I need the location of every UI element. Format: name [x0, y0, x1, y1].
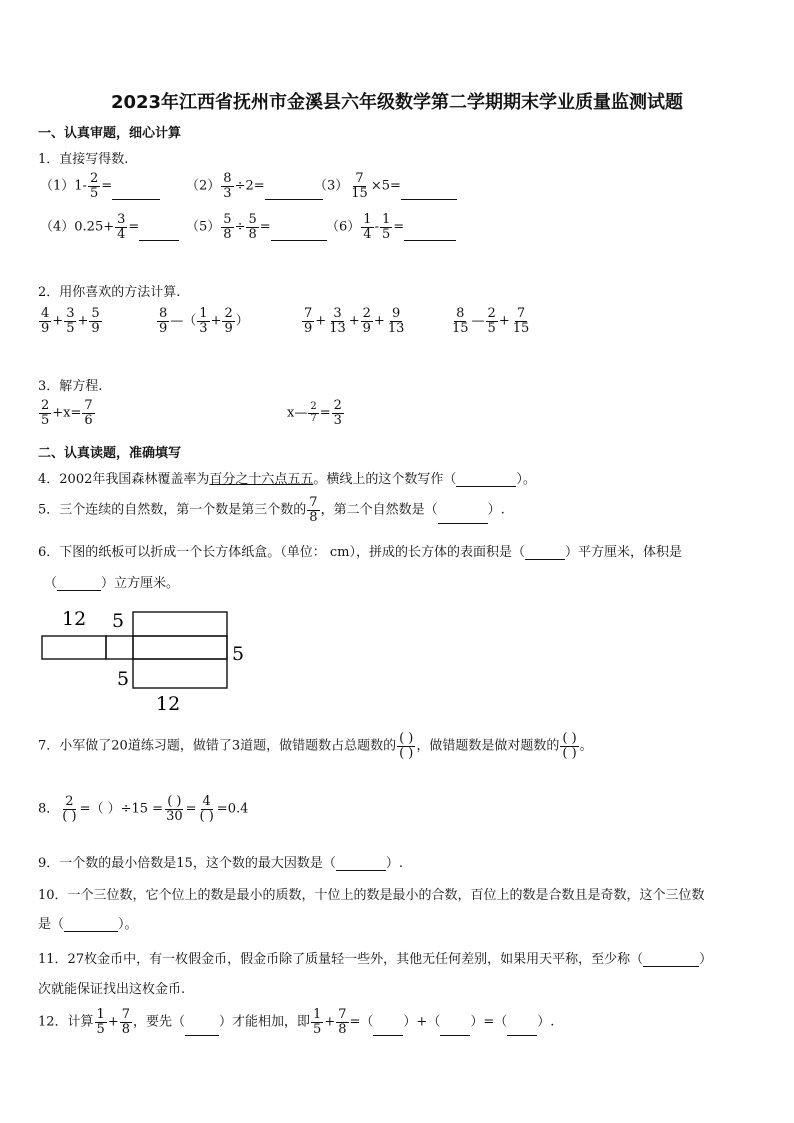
question-11-line-1: 11．27枚金币中，有一枚假金币，假金币除了质量轻一些外，其他无任何差别，如果用天平称，至少称（ ） — [38, 952, 713, 967]
q1-item-6: （6） $\frac{1}{4}$ - $\frac{1}{5}$ = — [326, 213, 456, 241]
figure-label-5-top: 5 — [112, 610, 125, 632]
q2-expr-4: $\frac{8}{15}$ — $\frac{2}{5}$ + $\frac{7}{15}$ — [452, 306, 530, 336]
question-3-label: 3．解方程. — [38, 379, 103, 394]
q1-item-4: （4）0.25+ $\frac{3}{4}$ = — [40, 213, 179, 241]
question-6-line-1: 6．下图的纸板可以折成一个长方体纸盒。（单位： cm），拼成的长方体的表面积是（ ）平方厘米，体积是 — [38, 545, 683, 560]
figure-label-5-bottom: 5 — [117, 668, 130, 690]
question-4: 4．2002年我国森林覆盖率为百分之十六点五五。横线上的这个数写作（ ）。 — [38, 472, 536, 487]
question-5: 5．三个连续的自然数，第一个数是第三个数的 $\frac{7}{8}$ ，第二个自然数是（ ）. — [38, 495, 505, 525]
page-title: 2023年江西省抚州市金溪县六年级数学第二学期期末学业质量监测试题 — [110, 92, 684, 113]
q3-equation-2: x— $\frac{2}{7}$ = $\frac{2}{3}$ — [287, 398, 342, 428]
q3-equation-1: $\frac{2}{5}$ +x= $\frac{7}{6}$ — [41, 398, 93, 428]
question-2-label: 2．用你喜欢的方法计算. — [38, 285, 181, 300]
question-1-label: 1．直接写得数. — [38, 152, 129, 167]
q2-expr-1: $\frac{4}{9}$ + $\frac{3}{5}$ + $\frac{5}{9}$ — [41, 306, 100, 336]
question-6-line-2: （ ）立方厘米。 — [44, 576, 180, 591]
figure-label-5-right: 5 — [232, 643, 245, 665]
section-heading-2: 二、认真读题，准确填写 — [38, 446, 182, 461]
q1-item-3: （3） $\frac{7}{15}$ ×5= — [314, 172, 457, 200]
q1-item-2: （2） $\frac{8}{3}$ ÷2= — [186, 172, 323, 200]
question-8: 8． $\frac{2}{( )}$ =（ ）÷15 = $\frac{( )}{30}$ = $\frac{4}{( )}$ =0.4 — [38, 794, 249, 824]
question-11-line-2: 次就能保证找出这枚金币. — [38, 982, 186, 997]
q2-expr-3: $\frac{7}{9}$ + $\frac{3}{13}$ + $\frac{2}{9}$ + $\frac{9}{13}$ — [304, 306, 405, 336]
question-7: 7．小军做了20道练习题，做错了3道题，做错题数占总题数的 $\frac{( )}{( )}$ ，做错题数是做对题数的 $\frac{( )}{( )}$ 。 — [38, 731, 593, 761]
figure-label-12-top: 12 — [62, 608, 87, 630]
figure-label-12-bottom: 12 — [156, 693, 181, 715]
question-12: 12．计算 $\frac{1}{5}$ + $\frac{7}{8}$ ，要先（ ）才能相加，即 $\frac{1}{5}$ + $\frac{7}{8}$ =（ ）+（ ）=（ ）. — [38, 1007, 555, 1037]
box-net-figure — [36, 600, 266, 718]
question-10-line-1: 10．一个三位数，它个位上的数是最小的质数，十位上的数是最小的合数，百位上的数是合数且是奇数，这个三位数 — [38, 888, 705, 903]
q1-item-5: （5） $\frac{5}{8}$ ÷ $\frac{5}{8}$ = — [186, 213, 327, 241]
q2-expr-2: $\frac{8}{9}$ —（ $\frac{1}{3}$ + $\frac{2}{9}$ ） — [159, 306, 249, 336]
question-10-line-2: 是（ ）。 — [38, 917, 138, 932]
question-9: 9．一个数的最小倍数是15，这个数的最大因数是（ ）. — [38, 856, 403, 871]
q1-item-1: （1）1- $\frac{2}{5}$ = — [40, 172, 160, 200]
section-heading-1: 一、认真审题，细心计算 — [38, 126, 182, 141]
